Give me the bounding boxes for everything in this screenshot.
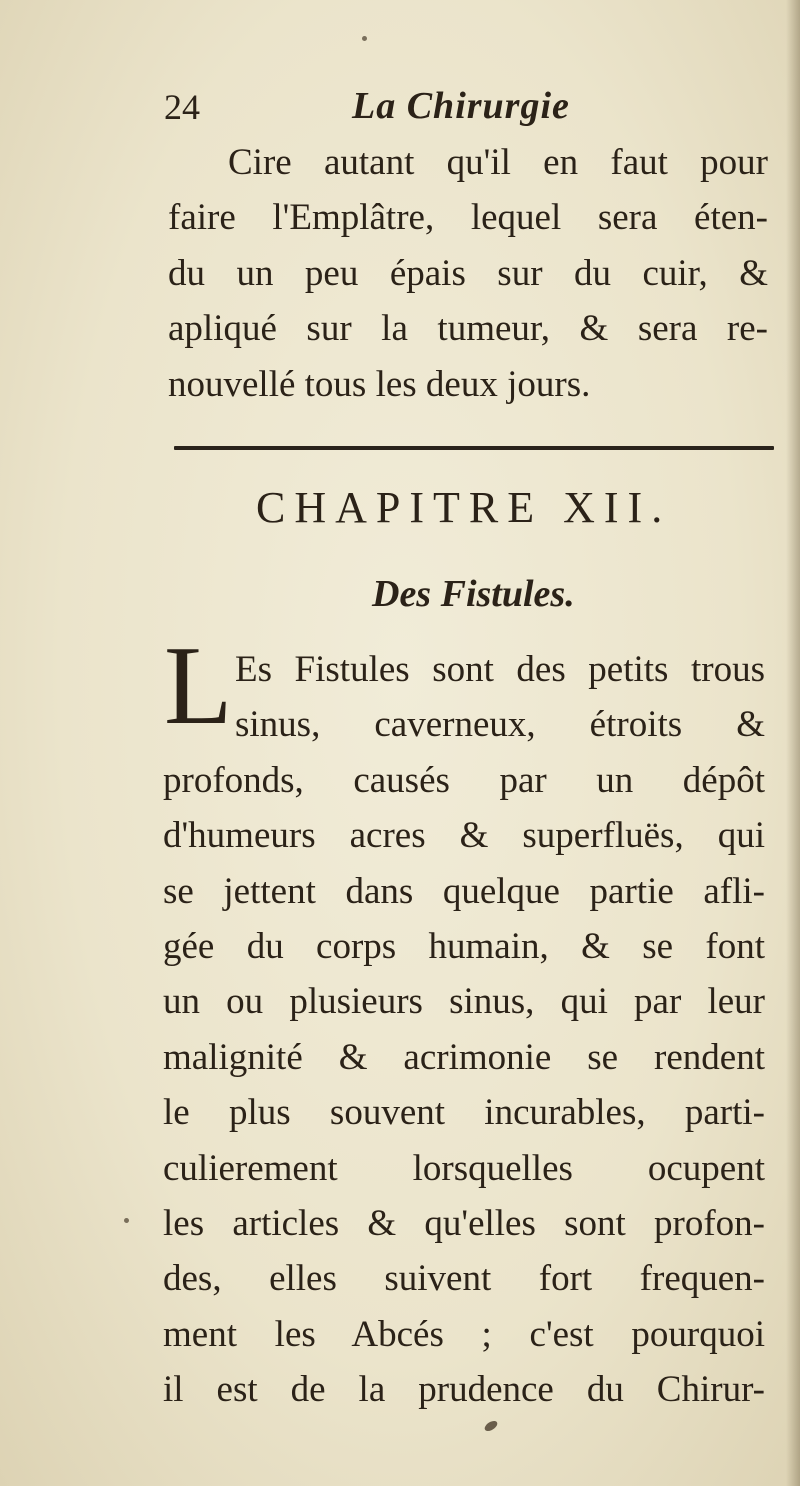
text-line: faire l'Emplâtre, lequel sera éten- — [168, 197, 768, 239]
text-line: il est de la prudence du Chirur- — [163, 1369, 765, 1411]
text-line: culierement lorsquelles ocupent — [163, 1147, 765, 1189]
ink-speck — [124, 1218, 129, 1223]
drop-cap: L — [164, 624, 233, 748]
text-line: gée du corps humain, & se font — [163, 926, 765, 968]
text-line: malignité & acrimonie se rendent — [163, 1036, 765, 1078]
text-line: Cire autant qu'il en faut pour — [228, 142, 768, 183]
page-edge-shadow — [786, 0, 800, 1486]
text-line: les articles & qu'elles sont profon- — [163, 1203, 765, 1245]
text-line: des, elles suivent fort frequen- — [163, 1258, 765, 1300]
text-line: du un peu épais sur du cuir, & — [168, 252, 768, 294]
text-line: profonds, causés par un dépôt — [163, 759, 765, 801]
text-line: sinus, caverneux, étroits & — [235, 704, 765, 746]
text-line: apliqué sur la tumeur, & sera re- — [168, 308, 768, 350]
section-rule — [174, 446, 774, 450]
chapter-heading: CHAPITRE XII. — [256, 483, 672, 532]
text-line: nouvellé tous les deux jours. — [168, 363, 591, 405]
text-line: Es Fistules sont des petits trous — [235, 649, 765, 690]
text-line: un ou plusieurs sinus, qui par leur — [163, 981, 765, 1023]
chapter-subtitle: Des Fistules. — [372, 573, 575, 615]
text-line: le plus souvent incurables, parti- — [163, 1092, 765, 1134]
printer-ornament — [483, 1419, 499, 1432]
page-header — [160, 82, 770, 142]
main-paragraph — [163, 642, 765, 1418]
text-line: se jettent dans quelque partie afli- — [163, 870, 765, 912]
running-title: La Chirurgie — [352, 85, 570, 127]
continued-paragraph — [168, 135, 768, 412]
text-line: ment les Abcés ; c'est pourquoi — [163, 1313, 765, 1355]
page-number: 24 — [164, 87, 200, 127]
text-line: d'humeurs acres & superfluës, qui — [163, 815, 765, 857]
ink-speck — [362, 36, 367, 41]
